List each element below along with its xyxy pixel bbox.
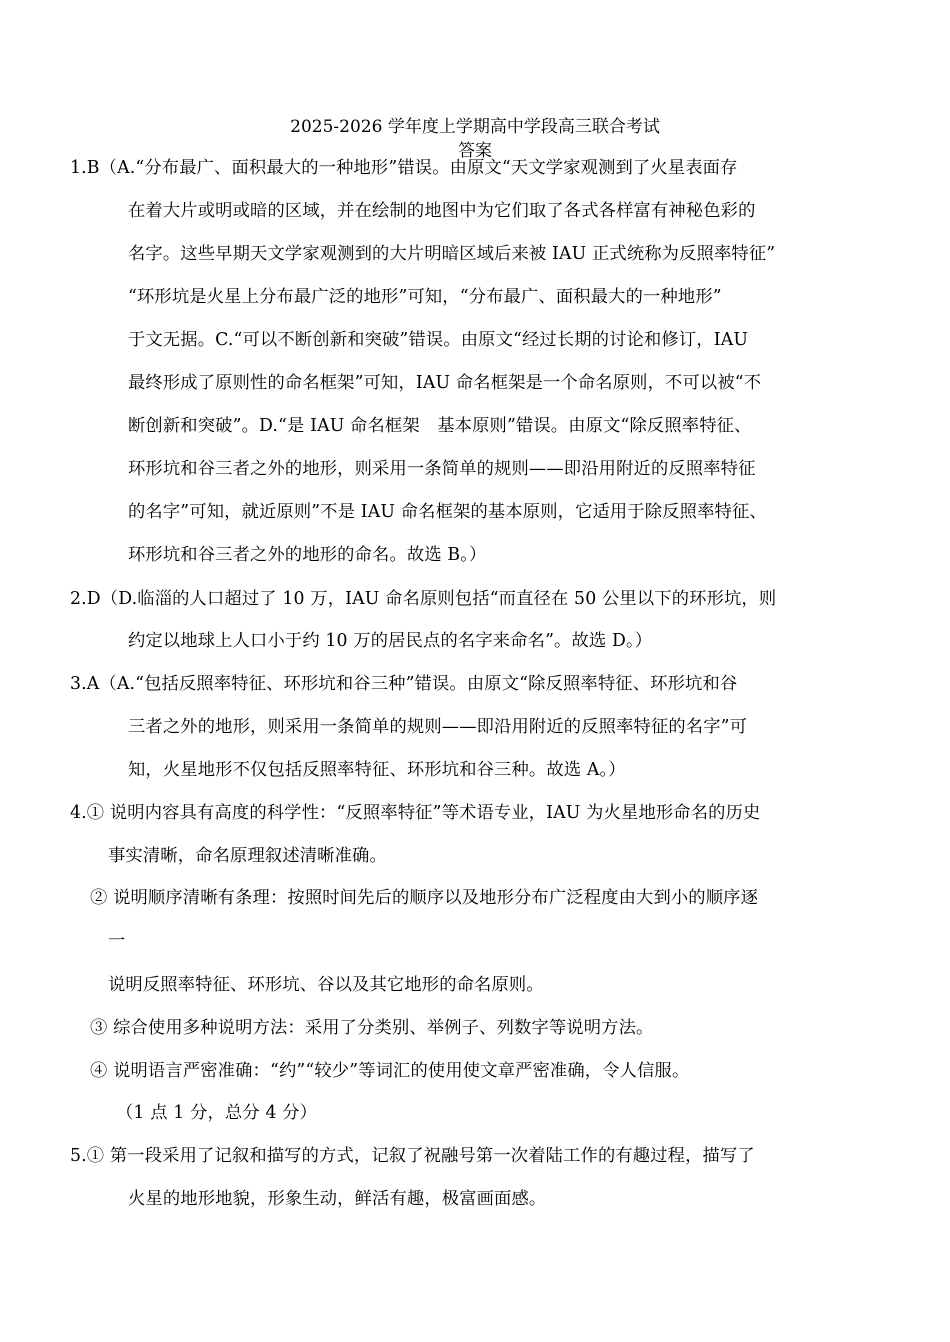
text-line: 在着大片或明或暗的区域，并在绘制的地图中为它们取了各式各样富有神秘色彩的 [128,201,756,221]
text-line: 事实清晰，命名原理叙述清晰准确。 [108,846,387,866]
text-line: 3.A（A.“包括反照率特征、环形坑和谷三种”错误。由原文“除反照率特征、环形坑和谷 [70,674,738,694]
text-line: 一 [108,931,126,951]
document-title: 2025-2026 学年度上学期高中学段高三联合考试 [290,117,660,137]
text-line: 约定以地球上人口小于约 10 万的居民点的名字来命名”。故选 D。） [128,631,653,651]
text-line: 1.B（A.“分布最广、面积最大的一种地形”错误。由原文“天文学家观测到了火星表面存 [70,158,738,178]
text-line: 名字。这些早期天文学家观测到的大片明暗区域后来被 IAU 正式统称为反照率特征” [128,244,776,264]
document-subtitle: 答案 [458,141,492,161]
document-header [0,115,950,163]
text-line: 三者之外的地形，则采用一条简单的规则——即沿用附近的反照率特征的名字”可 [128,717,748,737]
text-line: 2.D（D.临淄的人口超过了 10 万，IAU 命名原则包括“而直径在 50 公里以下的环形坑，则 [70,589,777,609]
text-line: ④ 说明语言严密准确：“约”“较少”等词汇的使用使文章严密准确，令人信服。 [90,1061,690,1081]
text-line: 于文无据。C.“可以不断创新和突破”错误。由原文“经过长期的讨论和修订，IAU [128,330,749,350]
text-line: （1 点 1 分，总分 4 分） [116,1103,318,1123]
text-line: 环形坑和谷三者之外的地形的命名。故选 B。） [128,545,487,565]
text-line: 说明反照率特征、环形坑、谷以及其它地形的命名原则。 [108,975,544,995]
text-line: 知，火星地形不仅包括反照率特征、环形坑和谷三种。故选 A。） [128,760,626,780]
text-line: ③ 综合使用多种说明方法：采用了分类别、举例子、列数字等说明方法。 [90,1018,654,1038]
text-line: 断创新和突破”。D.“是 IAU 命名框架 基本原则”错误。由原文“除反照率特征、 [128,416,752,436]
text-line: “环形坑是火星上分布最广泛的地形”可知，“分布最广、面积最大的一种地形” [128,287,722,307]
text-line: ② 说明顺序清晰有条理：按照时间先后的顺序以及地形分布广泛程度由大到小的顺序逐 [90,888,759,908]
text-line: 4.① 说明内容具有高度的科学性：“反照率特征”等术语专业，IAU 为火星地形命名的历史 [70,803,761,823]
text-line: 环形坑和谷三者之外的地形，则采用一条简单的规则——即沿用附近的反照率特征 [128,459,756,479]
text-line: 5.① 第一段采用了记叙和描写的方式，记叙了祝融号第一次着陆工作的有趣过程，描写了 [70,1146,755,1166]
text-line: 火星的地形地貌，形象生动，鲜活有趣，极富画面感。 [128,1189,547,1209]
text-line: 的名字”可知，就近原则”不是 IAU 命名框架的基本原则，它适用于除反照率特征、 [128,502,767,522]
text-line: 最终形成了原则性的命名框架”可知，IAU 命名框架是一个命名原则，不可以被“不 [128,373,762,393]
